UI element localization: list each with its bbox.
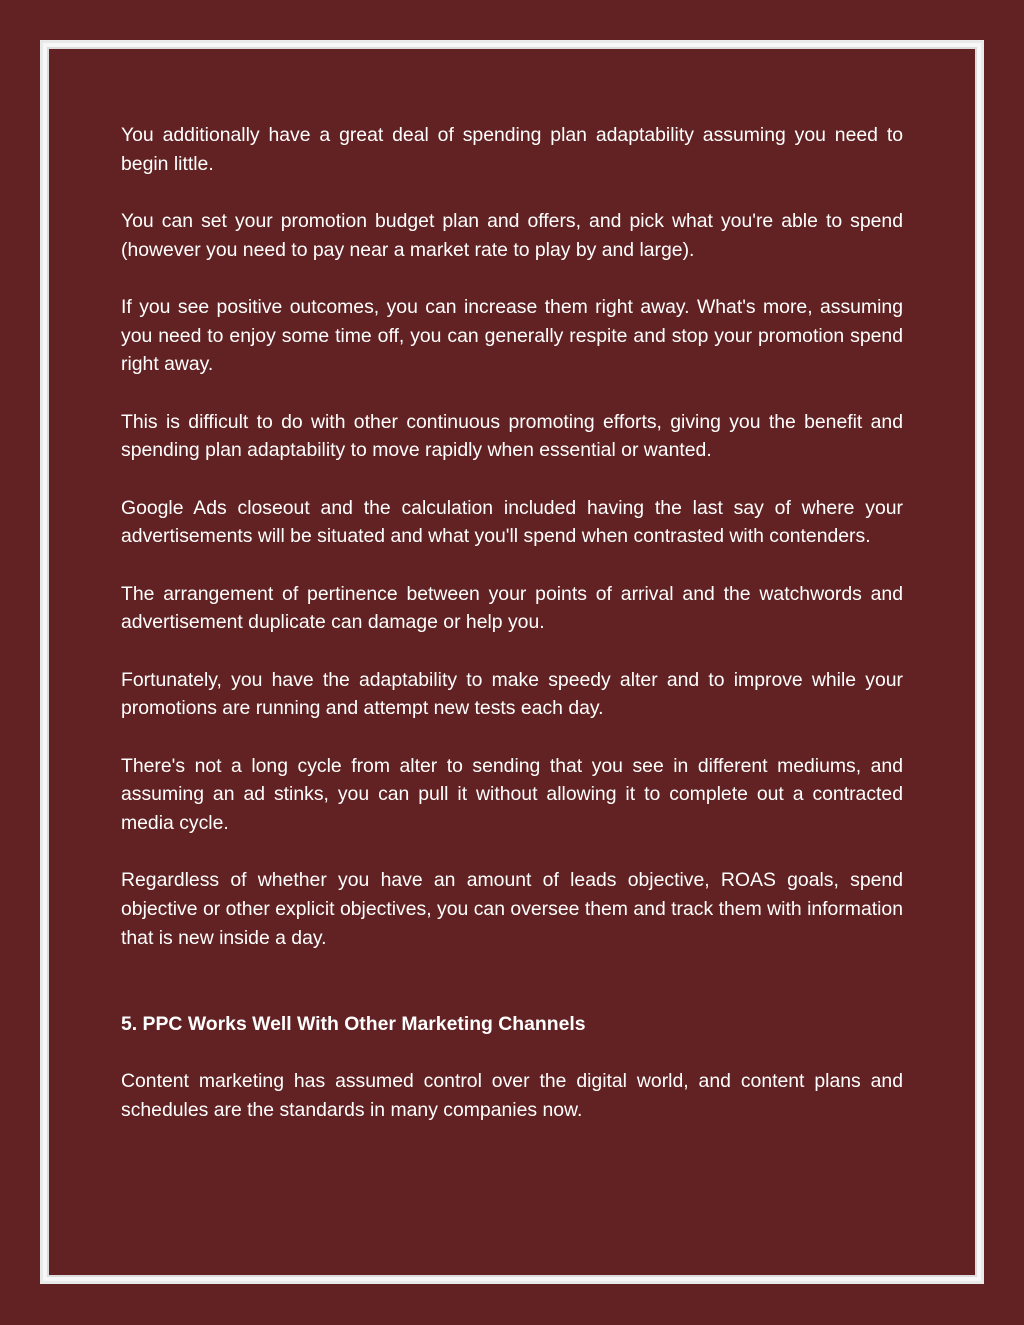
paragraph: You can set your promotion budget plan and offers, and pick what you're able to spend (however you need to pay near a market rate to play by and large). [121, 210, 903, 261]
paragraph: This is difficult to do with other continuous promoting efforts, giving you the benefit and spending plan adaptability to move rapidly when essential or wanted. [121, 410, 903, 462]
paragraph: Fortunately, you have the adaptability to make speedy alter and to improve while your promotions are running and attempt new tests each day. [121, 668, 903, 720]
paragraph: Content marketing has assumed control over the digital world, and content plans and schedules are the standards in many companies now. [121, 1069, 903, 1121]
paragraph: If you see positive outcomes, you can increase them right away. What's more, assuming you need to enjoy some time off, you can generally respite and stop your promotion spend right away. [121, 296, 903, 376]
paragraph: You additionally have a great deal of spending plan adaptability assuming you need to begin little. [121, 124, 903, 175]
paragraph: Regardless of whether you have an amount of leads objective, ROAS goals, spend objective or other explicit objectives, you can oversee them and track them with information that is new inside a day. [121, 869, 903, 949]
document-body [121, 121, 903, 1153]
paragraph: Google Ads closeout and the calculation included having the last say of where your advertisements will be situated and what you'll spend when contrasted with contenders. [121, 496, 903, 548]
paragraph: There's not a long cycle from alter to sending that you see in different mediums, and assuming an ad stinks, you can pull it without allowing it to complete out a contracted media cycle. [121, 754, 903, 835]
paragraph: The arrangement of pertinence between your points of arrival and the watchwords and advertisement duplicate can damage or help you. [121, 582, 903, 634]
section-heading: 5. PPC Works Well With Other Marketing Channels [121, 1012, 586, 1035]
